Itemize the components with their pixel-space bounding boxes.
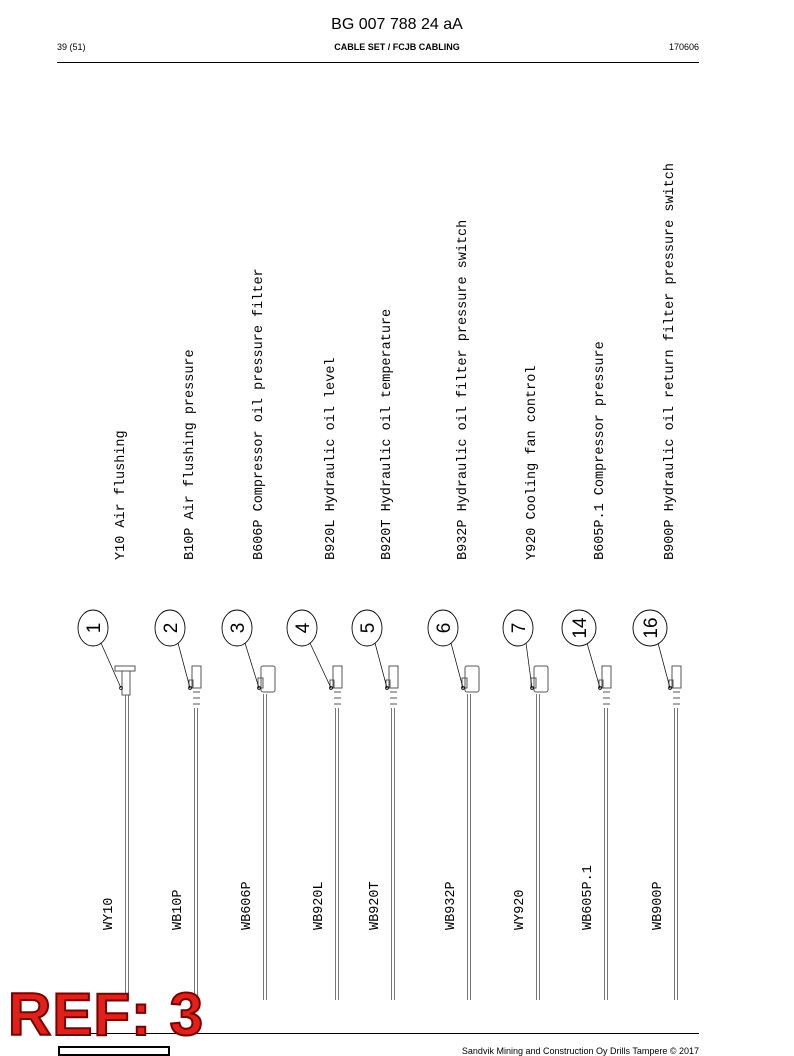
cable-code: WY10 — [102, 897, 117, 930]
cable-item — [222, 268, 275, 1000]
cable-description: Y920 Cooling fan control — [525, 365, 540, 560]
leader-line — [245, 643, 259, 688]
item-number: 7 — [509, 622, 530, 634]
cable-item — [562, 341, 611, 1000]
item-number: 2 — [161, 622, 182, 634]
item-number: 5 — [358, 622, 379, 634]
ref-stamp: REF: 3 — [8, 981, 205, 1048]
page-number: 39 (51) — [57, 42, 86, 52]
cable-code: WB10P — [171, 889, 186, 930]
item-number: 1 — [84, 622, 105, 634]
leader-line — [310, 643, 331, 688]
section-title: CABLE SET / FCJB CABLING — [334, 42, 460, 52]
doc-number-title: BG 007 788 24 aA — [331, 16, 463, 33]
cable-item — [503, 366, 548, 1000]
cable-description: B900P Hydraulic oil return filter pressure switch — [663, 163, 678, 560]
cable-code: WB605P.1 — [581, 865, 596, 930]
cable-code: WB920T — [368, 881, 383, 930]
cable-description: Y10 Air flushing — [114, 430, 129, 560]
cable-item — [428, 220, 479, 1000]
cable-description: B932P Hydraulic oil filter pressure switch — [456, 219, 471, 560]
leader-line — [658, 643, 670, 688]
cable-code: WB920L — [312, 881, 327, 930]
leader-line — [178, 643, 190, 688]
cable-code: WB932P — [444, 881, 459, 930]
cable-description: B605P.1 Compressor pressure — [593, 341, 608, 560]
leader-line — [375, 643, 387, 688]
item-number: 4 — [293, 622, 314, 634]
item-number: 3 — [228, 622, 249, 634]
cable-item — [352, 309, 398, 1000]
cable-code: WB900P — [651, 881, 666, 930]
leader-line — [587, 643, 600, 688]
connector-cap — [115, 666, 135, 671]
cable-item — [78, 430, 135, 1000]
revision-date: 170606 — [668, 42, 699, 52]
cable-item — [287, 357, 342, 1000]
connector-body — [122, 671, 130, 695]
copyright-text: Sandvik Mining and Construction Oy Drills Tampere © 2017 — [461, 1046, 699, 1056]
cable-code: WY920 — [513, 889, 528, 930]
cable-description: B10P Air flushing pressure — [183, 349, 198, 560]
cable-item — [633, 163, 681, 1000]
cable-description: B920T Hydraulic oil temperature — [380, 308, 395, 560]
cable-description: B920L Hydraulic oil level — [324, 357, 339, 560]
item-number: 14 — [570, 617, 591, 639]
item-number: 6 — [434, 622, 455, 634]
item-number: 16 — [641, 617, 662, 639]
leader-line — [526, 643, 532, 688]
cable-code: WB606P — [240, 881, 255, 930]
cable-item — [155, 349, 201, 1000]
leader-line — [451, 643, 463, 688]
cable-description: B606P Compressor oil pressure filter — [252, 268, 267, 560]
